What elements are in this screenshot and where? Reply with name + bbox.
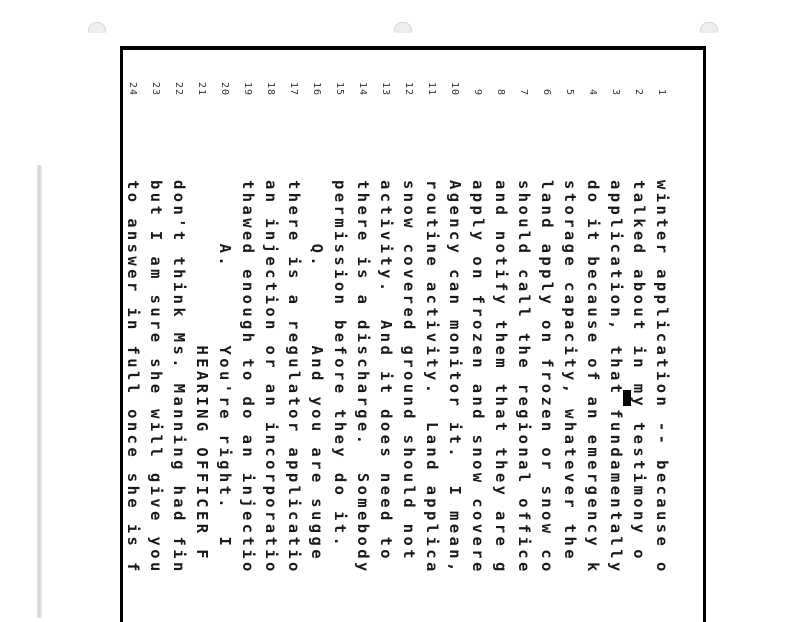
- transcript-line: [581, 50, 604, 622]
- transcript-line: [443, 50, 466, 622]
- line-text: application, that fundamentally: [607, 180, 625, 575]
- transcript-line: [420, 50, 443, 622]
- line-text: A. You're right. I: [216, 180, 234, 550]
- line-text: and notify them that they are g: [492, 180, 510, 575]
- transcript-line: [627, 50, 650, 622]
- transcript-line: [121, 50, 144, 622]
- line-number: 24: [127, 81, 138, 96]
- transcript-line: [259, 50, 282, 622]
- line-number: 4: [587, 88, 598, 96]
- transcript-line: [374, 50, 397, 622]
- punch-hole-center: [394, 22, 412, 33]
- line-text: HEARING OFFICER F: [193, 180, 211, 562]
- transcript-line: [213, 50, 236, 622]
- punch-hole-right: [700, 22, 718, 33]
- transcript-line: [535, 50, 558, 622]
- scanner-edge-shadow: [37, 165, 42, 618]
- line-number: 18: [265, 81, 276, 96]
- line-text: routine activity. Land applica: [423, 180, 441, 575]
- line-text: but I am sure she will give you: [147, 180, 165, 575]
- line-number: 11: [426, 81, 437, 96]
- line-number: 7: [518, 88, 529, 96]
- transcript-line: [512, 50, 535, 622]
- line-number: 8: [495, 88, 506, 96]
- line-text: thawed enough to do an injectio: [239, 180, 257, 575]
- transcript-line: [650, 50, 673, 622]
- line-number: 9: [472, 88, 483, 96]
- line-number: 14: [357, 81, 368, 96]
- line-text: land apply on frozen or snow co: [538, 180, 556, 575]
- line-text: Agency can monitor it. I mean,: [446, 180, 464, 575]
- line-text: talked about in my testimony o: [630, 180, 648, 562]
- line-text: permission before they do it.: [331, 180, 349, 550]
- line-number: 2: [633, 88, 644, 96]
- line-text: there is a regulator applicatio: [285, 180, 303, 575]
- line-text: snow covered ground should not: [400, 180, 418, 562]
- transcript-line: [397, 50, 420, 622]
- line-text: to answer in full once she is f: [124, 180, 142, 575]
- line-text: storage capacity, whatever the: [561, 180, 579, 562]
- line-text: Q. And you are sugge: [308, 180, 326, 562]
- line-number: 23: [150, 81, 161, 96]
- transcript-line: [604, 50, 627, 622]
- line-number: 10: [449, 81, 460, 96]
- transcript-line: [466, 50, 489, 622]
- line-text: do it because of an emergency k: [584, 180, 602, 575]
- transcript-line: [558, 50, 581, 622]
- line-number: 17: [288, 81, 299, 96]
- line-number: 21: [196, 81, 207, 96]
- transcript-line: [305, 50, 328, 622]
- line-number: 19: [242, 81, 253, 96]
- line-number: 5: [564, 88, 575, 96]
- rotated-transcript-body: [123, 50, 703, 622]
- line-number: 3: [610, 88, 621, 96]
- line-text: winter application -- because o: [653, 180, 671, 575]
- line-number: 1: [656, 88, 667, 96]
- punch-hole-left: [88, 22, 106, 33]
- line-number: 16: [311, 81, 322, 96]
- transcript-page: [120, 46, 706, 622]
- line-number: 20: [219, 81, 230, 96]
- line-text: there is a discharge. Somebody: [354, 180, 372, 575]
- transcript-line: [328, 50, 351, 622]
- line-text: activity. And it does need to: [377, 180, 395, 562]
- line-number: 12: [403, 81, 414, 96]
- transcript-line: [190, 50, 213, 622]
- line-number: 15: [334, 81, 345, 96]
- transcript-line: [167, 50, 190, 622]
- transcript-line: [282, 50, 305, 622]
- transcript-line: [489, 50, 512, 622]
- line-text: an injection or an incorporatio: [262, 180, 280, 575]
- line-text: don't think Ms. Manning had fin: [170, 180, 188, 575]
- line-number: 6: [541, 88, 552, 96]
- line-number: 22: [173, 81, 184, 96]
- transcript-line: [144, 50, 167, 622]
- line-number: 13: [380, 81, 391, 96]
- line-text: apply on frozen and snow covere: [469, 180, 487, 575]
- transcript-line: [236, 50, 259, 622]
- line-text: should call the regional office: [515, 180, 533, 575]
- transcript-line: [351, 50, 374, 622]
